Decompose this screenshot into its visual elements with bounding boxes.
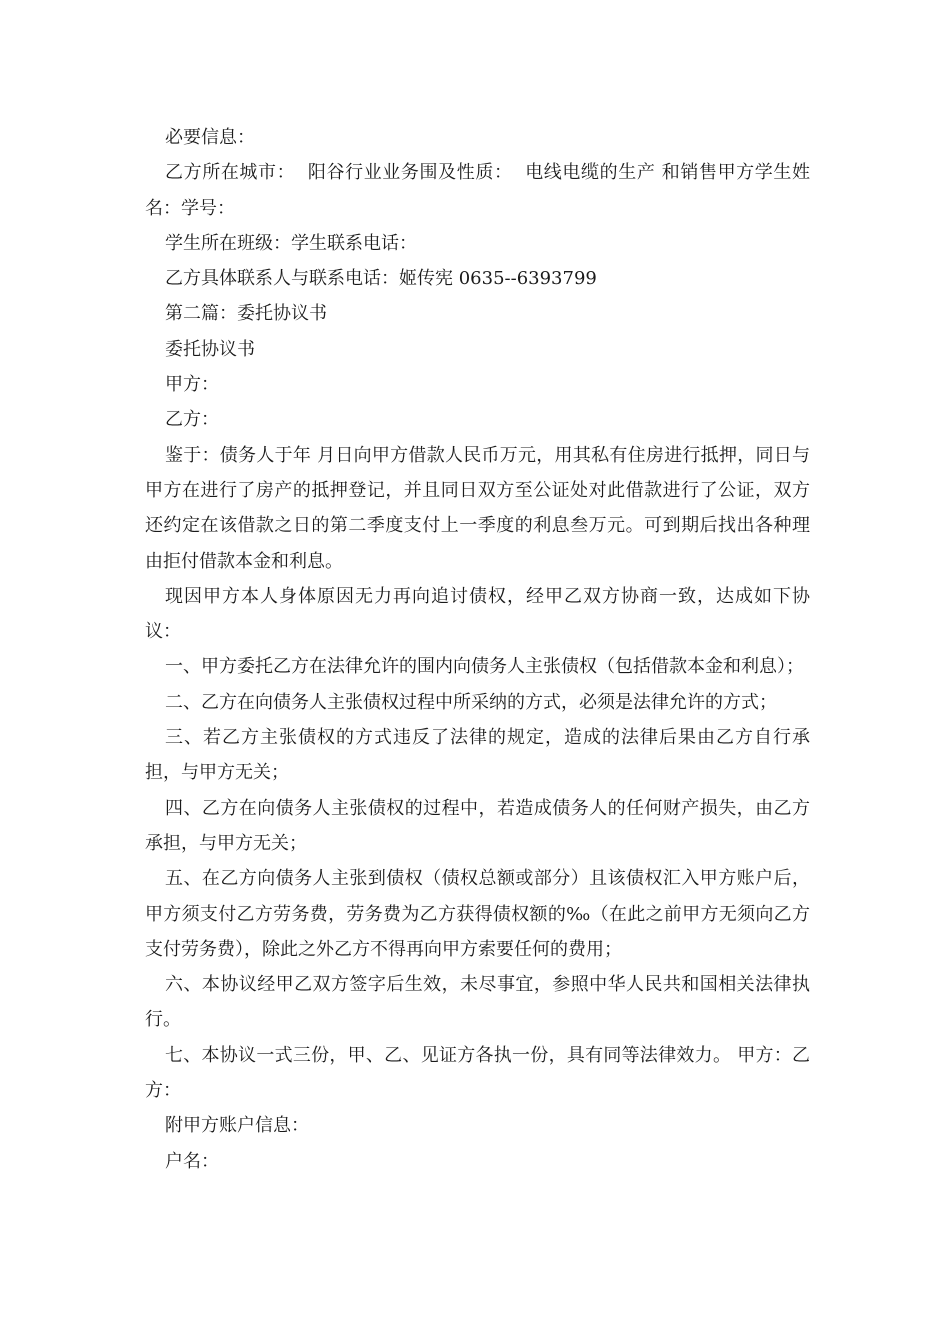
document-title: 委托协议书 [165, 338, 255, 360]
clause-2: 二、乙方在向债务人主张债权过程中所采纳的方式，必须是法律允许的方式； [165, 691, 777, 713]
clause-5: 五、在乙方向债务人主张到债权（债权总额或部分）且该债权汇入甲方账户后，甲方须支付乙方劳务费，劳务费为乙方获得债权额的‰（在此之前甲方无须向乙方支付劳务费），除此之外乙方不得再向甲方索要任何的费用； [145, 868, 810, 960]
party-b-line: 乙方： [165, 409, 219, 431]
clause-1: 一、甲方委托乙方在法律允许的围内向债务人主张债权（包括借款本金和利息）； [165, 656, 804, 678]
clause-3: 三、若乙方主张债权的方式违反了法律的规定，造成的法律后果由乙方自行承担，与甲方无关； [145, 727, 810, 784]
paragraph-agreement-reason: 现因甲方本人身体原因无力再向追讨债权，经甲乙双方协商一致，达成如下协议： [145, 585, 810, 643]
document-body [145, 120, 810, 1179]
paragraph-whereas: 鉴于：债务人于年 月日向甲方借款人民币万元，用其私有住房进行抵押，同日与甲方在进行了房产的抵押登记，并且同日双方至公证处对此借款进行了公证，双方还约定在该借款之日的第二季度支付上一季度的利息叁万元。可到期后找出各种理由拒付借款本金和利息。 [145, 444, 810, 572]
account-info-heading: 附甲方账户信息： [165, 1115, 309, 1137]
section-heading: 第二篇：委托协议书 [165, 303, 327, 325]
clause-7: 七、本协议一式三份，甲、乙、见证方各执一份，具有同等法律效力。 甲方：乙方： [145, 1044, 810, 1102]
paragraph-party-b-city: 乙方所在城市： 阳谷行业业务围及性质： 电线电缆的生产 和销售甲方学生姓名：学号： [145, 162, 810, 219]
clause-6: 六、本协议经甲乙双方签字后生效，未尽事宜，参照中华人民共和国相关法律执行。 [145, 974, 810, 1031]
account-name-line: 户名： [165, 1150, 219, 1172]
paragraph-required-info: 必要信息： [165, 127, 255, 148]
paragraph-party-b-contact: 乙方具体联系人与联系电话：姬传宪 0635--6393799 [165, 268, 597, 290]
paragraph-student-class: 学生所在班级：学生联系电话： [165, 232, 417, 254]
party-a-line: 甲方： [165, 374, 219, 396]
clause-4: 四、乙方在向债务人主张债权的过程中，若造成债务人的任何财产损失，由乙方承担，与甲方无关； [145, 797, 810, 854]
